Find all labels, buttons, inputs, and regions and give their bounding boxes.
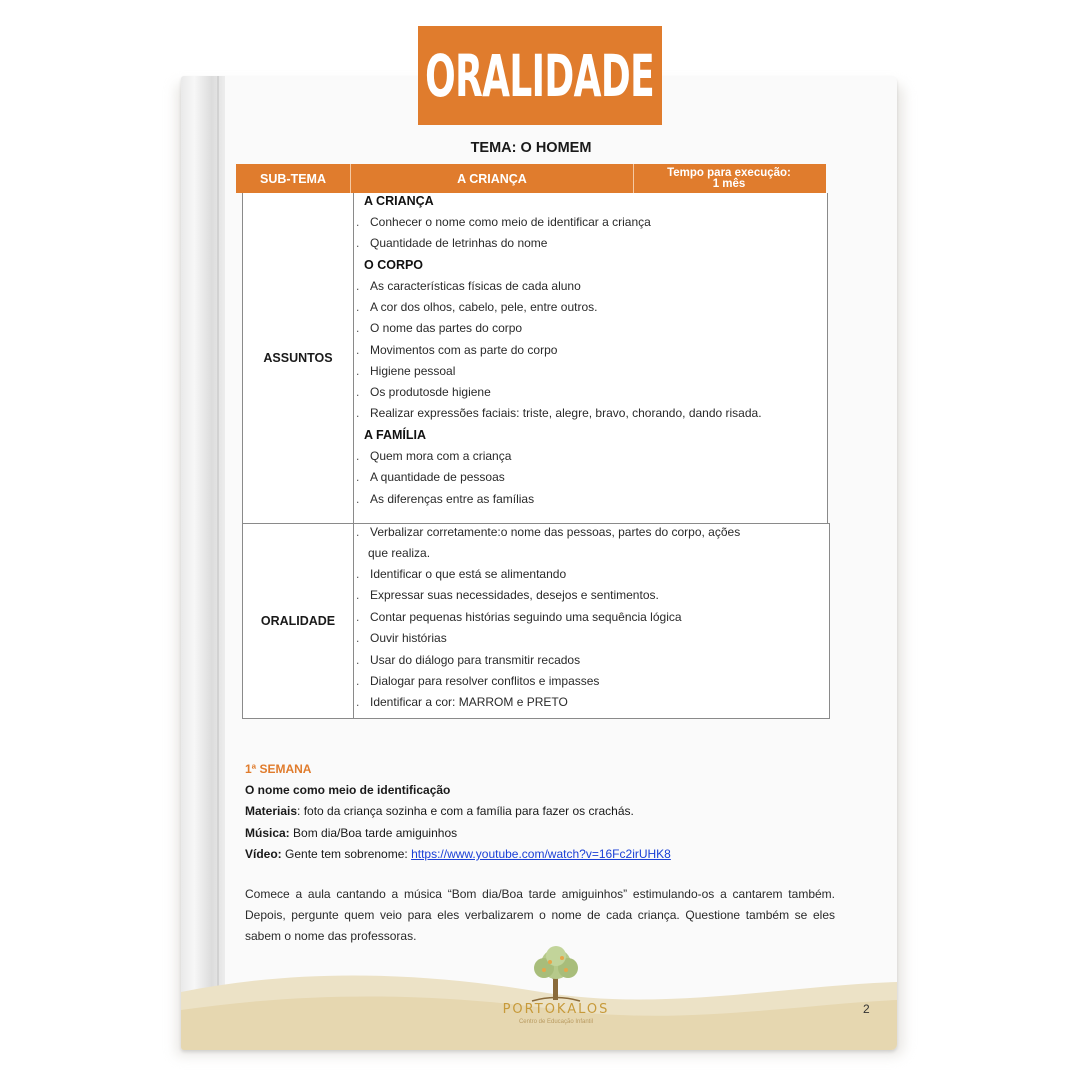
oralidade-list bbox=[354, 524, 829, 718]
list-item-continuation: que realiza. bbox=[368, 546, 431, 560]
portokalos-logo bbox=[496, 946, 616, 1026]
list-heading: A CRIANÇA bbox=[364, 194, 434, 208]
tree-icon bbox=[496, 946, 616, 1004]
oralidade-banner bbox=[418, 26, 662, 125]
list-heading: O CORPO bbox=[364, 258, 424, 272]
list-item: . Contar pequenas histórias seguindo uma sequência lógica bbox=[356, 610, 682, 624]
list-item: . Realizar expressões faciais: triste, alegre, bravo, chorando, dando risada. bbox=[356, 406, 762, 420]
list-item: . Dialogar para resolver conflitos e impasses bbox=[356, 674, 600, 688]
list-heading: A FAMÍLIA bbox=[364, 428, 427, 442]
table-row-oralidade bbox=[242, 523, 830, 719]
list-item: . Quem mora com a criança bbox=[356, 449, 512, 463]
list-item: . Ouvir histórias bbox=[356, 631, 447, 645]
table-row-assuntos bbox=[242, 193, 828, 524]
header-subtema: SUB-TEMA bbox=[236, 164, 351, 193]
logo-subtitle: Centro de Educação Infantil bbox=[518, 1019, 594, 1025]
header-crianca: A CRIANÇA bbox=[351, 164, 634, 193]
list-item: . Higiene pessoal bbox=[356, 364, 456, 378]
list-item: . Quantidade de letrinhas do nome bbox=[356, 236, 548, 250]
list-item: . A cor dos olhos, cabelo, pele, entre outros. bbox=[356, 300, 598, 314]
list-item: . Os produtosde higiene bbox=[356, 385, 491, 399]
lesson-paragraph: Comece a aula cantando a música “Bom dia/Boa tarde amiguinhos” estimulando-os a cantarem também. Depois, pergunte quem veio para eles verbalizarem o nome de cada criança. Questione também se eles sabem o nome das professoras. bbox=[245, 887, 835, 943]
theme-title: TEMA: O HOMEM bbox=[470, 140, 592, 156]
list-item: . Conhecer o nome como meio de identificar a criança bbox=[356, 215, 651, 229]
page-number: 2 bbox=[863, 1002, 870, 1016]
logo-brand: PORTOKALOS bbox=[502, 1002, 610, 1017]
video-line: Vídeo: Gente tem sobrenome: https://www.youtube.com/watch?v=16Fc2irUHK8 bbox=[245, 847, 671, 861]
oralidade-label: ORALIDADE bbox=[243, 524, 354, 718]
list-item: . A quantidade de pessoas bbox=[356, 470, 505, 484]
video-link[interactable]: https://www.youtube.com/watch?v=16Fc2irUHK8 bbox=[411, 847, 671, 861]
week-subtitle: O nome como meio de identificação bbox=[245, 783, 451, 797]
music-line: Música: Bom dia/Boa tarde amiguinhos bbox=[245, 826, 458, 840]
list-item: . Identificar a cor: MARROM e PRETO bbox=[356, 695, 568, 709]
table-header bbox=[236, 164, 826, 193]
banner-title: ORALIDADE bbox=[425, 41, 655, 110]
assuntos-list bbox=[354, 193, 827, 523]
list-item: . Usar do diálogo para transmitir recados bbox=[356, 653, 581, 667]
week-label: 1ª SEMANA bbox=[245, 762, 312, 776]
list-item: . As características físicas de cada aluno bbox=[356, 279, 581, 293]
list-item: . O nome das partes do corpo bbox=[356, 321, 523, 335]
header-tempo-line1: Tempo para execução: bbox=[667, 167, 791, 179]
list-item: . Verbalizar corretamente:o nome das pessoas, partes do corpo, ações bbox=[356, 525, 741, 539]
list-item: . Expressar suas necessidades, desejos e sentimentos. bbox=[356, 588, 659, 602]
materials-line: Materiais: foto da criança sozinha e com a família para fazer os crachás. bbox=[245, 804, 634, 818]
assuntos-label: ASSUNTOS bbox=[243, 193, 354, 523]
list-item: . Movimentos com as parte do corpo bbox=[356, 343, 558, 357]
list-item: . As diferenças entre as famílias bbox=[356, 492, 535, 506]
spine-fold bbox=[217, 76, 219, 1050]
header-tempo-line2: 1 mês bbox=[712, 178, 746, 190]
list-item: . Identificar o que está se alimentando bbox=[356, 567, 567, 581]
